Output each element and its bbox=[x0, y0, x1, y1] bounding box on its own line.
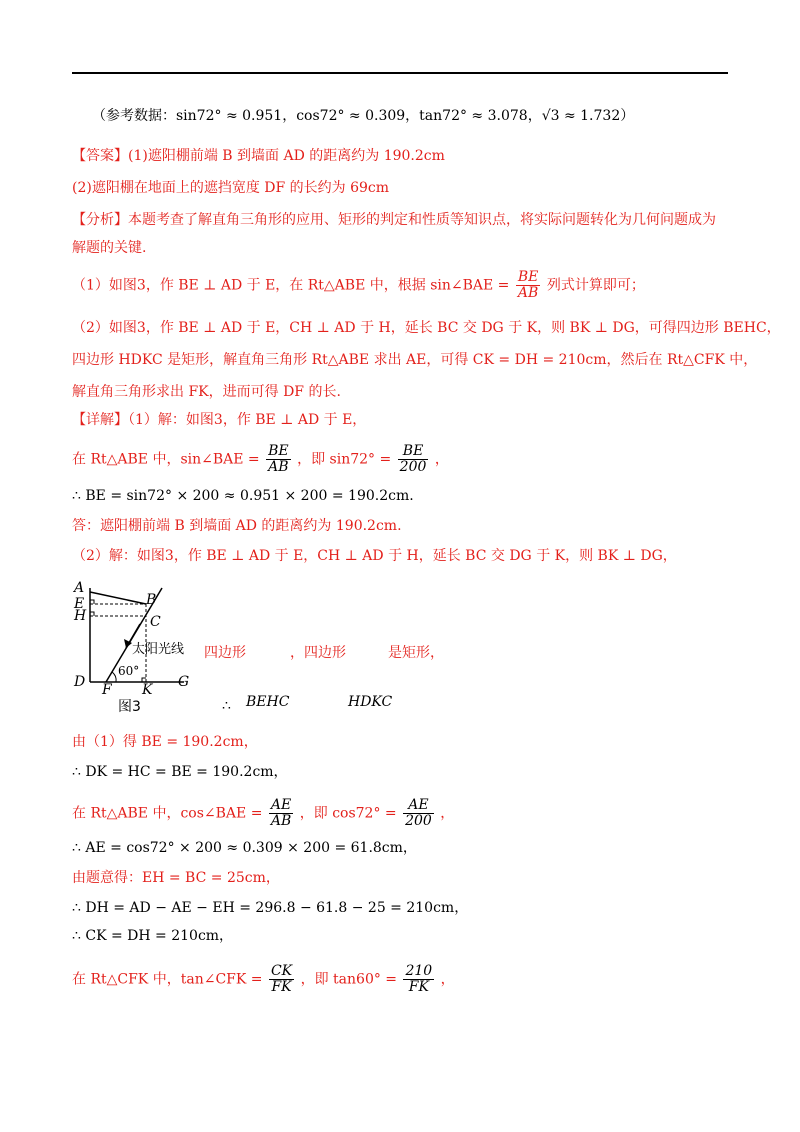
analysis-p1-a: （1）如图3，作 BE ⊥ AD 于 E，在 Rt△ABE 中，根据 sin∠BAE = bbox=[72, 277, 510, 294]
fig-side-a: 四边形 bbox=[204, 645, 246, 661]
label-A: A bbox=[74, 580, 85, 596]
analysis-p1-b: 列式计算即可； bbox=[546, 277, 645, 294]
detail-l2-c: ， bbox=[434, 451, 449, 468]
figure-3 bbox=[72, 576, 444, 716]
answer-line-1 bbox=[72, 146, 445, 166]
frac-den: AB bbox=[517, 285, 539, 301]
detail-line-2 bbox=[72, 444, 449, 475]
analysis-part2-line2: 四边形 HDKC 是矩形，解直角三角形 Rt△ABE 求出 AE，可得 CK = DH = 210cm，然后在 Rt△CFK 中， bbox=[72, 352, 758, 368]
detail-l13-b: ，即 tan60° = bbox=[300, 971, 398, 988]
frac-num: AE bbox=[269, 798, 293, 814]
reference-data: （参考数据：sin72° ≈ 0.951，cos72° ≈ 0.309，tan72° ≈ 3.078，√3 ≈ 1.732） bbox=[92, 108, 635, 124]
frac-num: BE bbox=[517, 269, 539, 285]
figure-caption: 图3 bbox=[118, 699, 141, 715]
label-F: F bbox=[102, 682, 112, 698]
fig-therefore: ∴ bbox=[222, 698, 231, 714]
detail-l8-c: ， bbox=[440, 805, 455, 822]
analysis-label: 【分析】 bbox=[72, 212, 128, 228]
detail-line-5: （2）解：如图3，作 BE ⊥ AD 于 E，CH ⊥ AD 于 H，延长 BC 交 DG 于 K，则 BK ⊥ DG， bbox=[72, 548, 677, 564]
frac-den: AB bbox=[270, 813, 292, 829]
sun-ray-label: 太阳光线 bbox=[132, 642, 185, 657]
fig-side-b: ，四边形 bbox=[290, 645, 346, 661]
frac-num: BE bbox=[398, 444, 429, 460]
detail-l8-a: 在 Rt△ABE 中，cos∠BAE = bbox=[72, 805, 263, 822]
answer-1: (1)遮阳棚前端 B 到墙面 AD 的距离约为 190.2cm bbox=[128, 148, 445, 164]
label-D: D bbox=[74, 674, 86, 690]
detail-l13-c: ， bbox=[440, 971, 455, 988]
frac-num: 210 bbox=[405, 963, 433, 979]
answer-line-2: (2)遮阳棚在地面上的遮挡宽度 DF 的长约为 69cm bbox=[72, 180, 390, 196]
fraction-be-ab bbox=[516, 270, 541, 301]
frac-num: BE bbox=[268, 443, 289, 459]
label-H: H bbox=[74, 608, 87, 624]
detail-line-6: 由（1）得 BE = 190.2cm， bbox=[72, 734, 258, 750]
fraction-sin-bae bbox=[266, 444, 291, 475]
detail-l8-b: ，即 cos72° = bbox=[299, 805, 397, 822]
detail-line-13 bbox=[72, 964, 455, 995]
analysis-line-1 bbox=[72, 210, 716, 230]
fraction-be-200 bbox=[398, 444, 429, 475]
top-rule bbox=[72, 72, 728, 74]
detail-line-11: ∴ DH = AD − AE − EH = 296.8 − 61.8 − 25 = 210cm， bbox=[72, 900, 469, 916]
fig-behc: BEHC bbox=[246, 694, 290, 710]
analysis-part2-line1: （2）如图3，作 BE ⊥ AD 于 E，CH ⊥ AD 于 H，延长 BC 交 DG 于 K，则 BK ⊥ DG，可得四边形 BEHC， bbox=[72, 320, 781, 336]
fraction-ck-fk bbox=[269, 964, 294, 995]
frac-den: 200 bbox=[405, 813, 432, 829]
frac-den: 200 bbox=[399, 459, 427, 475]
label-B: B bbox=[146, 592, 157, 608]
detail-l13-a: 在 Rt△CFK 中，tan∠CFK = bbox=[72, 971, 263, 988]
geometry-diagram bbox=[72, 576, 212, 696]
frac-den: AB bbox=[268, 459, 289, 475]
fig-hdkc: HDKC bbox=[348, 694, 393, 710]
label-C: C bbox=[150, 614, 161, 630]
detail-label: 【详解】 bbox=[72, 412, 128, 428]
frac-den: FK bbox=[408, 979, 429, 995]
answer-label: 【答案】 bbox=[72, 148, 128, 164]
frac-den: FK bbox=[271, 979, 292, 995]
detail-line-7: ∴ DK = HC = BE = 190.2cm， bbox=[72, 764, 288, 780]
detail-line-8 bbox=[72, 798, 454, 829]
frac-num: CK bbox=[270, 963, 293, 979]
detail-l2-b: ，即 sin72° = bbox=[297, 451, 392, 468]
detail-l2-a: 在 Rt△ABE 中，sin∠BAE = bbox=[72, 451, 260, 468]
fraction-210-fk bbox=[403, 964, 434, 995]
label-E: E bbox=[74, 596, 85, 612]
fig-side-c: 是矩形， bbox=[388, 645, 444, 661]
label-G: G bbox=[178, 674, 190, 690]
detail-line-3: ∴ BE = sin72° × 200 ≈ 0.951 × 200 = 190.2cm. bbox=[72, 488, 414, 504]
detail-line-1 bbox=[72, 410, 366, 430]
analysis-line-2: 解题的关键. bbox=[72, 240, 147, 256]
detail-text-1: （1）解：如图3，作 BE ⊥ AD 于 E， bbox=[128, 412, 367, 428]
detail-line-4: 答：遮阳棚前端 B 到墙面 AD 的距离约为 190.2cm. bbox=[72, 518, 402, 534]
detail-line-9: ∴ AE = cos72° × 200 ≈ 0.309 × 200 = 61.8cm， bbox=[72, 840, 417, 856]
fraction-ae-200 bbox=[403, 798, 434, 829]
label-K: K bbox=[142, 682, 153, 698]
analysis-part2-line3: 解直角三角形求出 FK，进而可得 DF 的长. bbox=[72, 384, 341, 400]
analysis-text-1: 本题考查了解直角三角形的应用、矩形的判定和性质等知识点，将实际问题转化为几何问题成为 bbox=[128, 212, 716, 228]
analysis-part1 bbox=[72, 270, 645, 301]
detail-line-10: 由题意得：EH = BC = 25cm， bbox=[72, 870, 280, 886]
fraction-cos-bae bbox=[269, 798, 293, 829]
angle-label: 60° bbox=[118, 664, 140, 678]
detail-line-12: ∴ CK = DH = 210cm， bbox=[72, 928, 234, 944]
frac-num: AE bbox=[403, 798, 434, 814]
